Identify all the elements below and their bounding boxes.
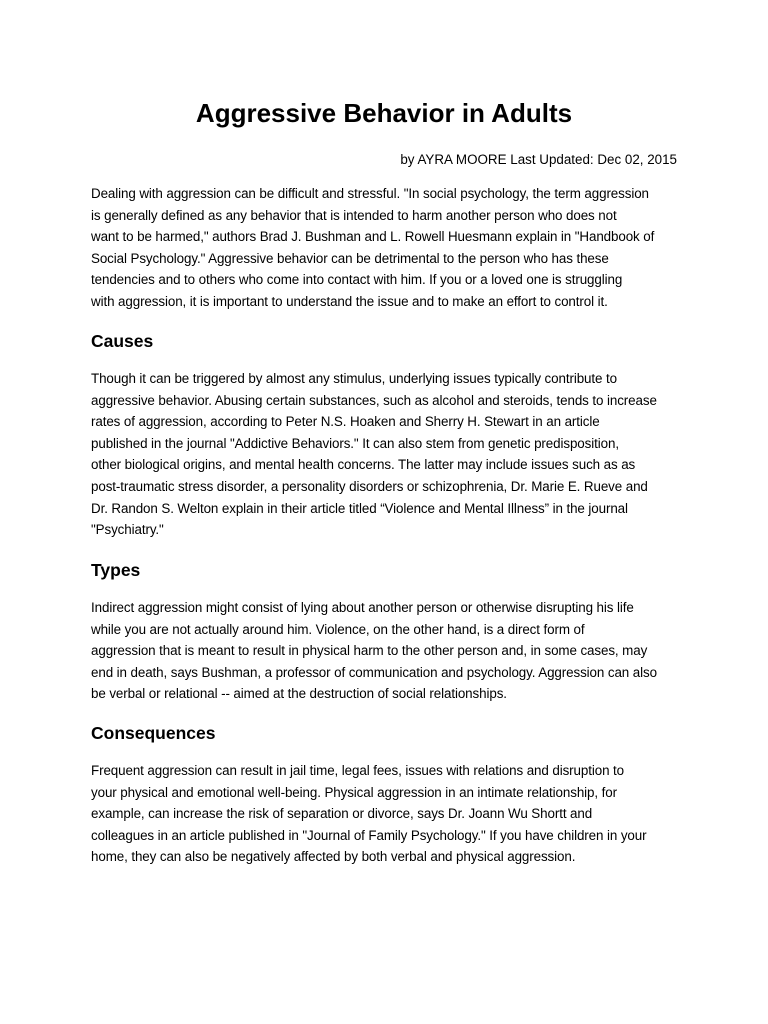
section-heading-types: Types [91,560,141,580]
paragraph-line: other biological origins, and mental health concerns. The latter may include issues such as as [91,457,636,473]
paragraph-line: colleagues in an article published in "Journal of Family Psychology." If you have children in your [91,827,647,843]
paragraph-line: with aggression, it is important to understand the issue and to make an effort to control it. [91,293,608,309]
intro-paragraph [91,183,681,313]
paragraph-line: aggressive behavior. Abusing certain substances, such as alcohol and steroids, tends to increase [91,392,657,408]
paragraph-line: be verbal or relational -- aimed at the destruction of social relationships. [91,686,507,702]
paragraph-line: rates of aggression, according to Peter N.S. Hoaken and Sherry H. Stewart in an article [91,414,600,430]
paragraph-line: Though it can be triggered by almost any stimulus, underlying issues typically contribute to [91,371,617,386]
paragraph-line: aggression that is meant to result in physical harm to the other person and, in some cases, may [91,643,648,659]
byline: by AYRA MOORE Last Updated: Dec 02, 2015 [400,152,677,167]
paragraph-line: example, can increase the risk of separation or divorce, says Dr. Joann Wu Shortt and [91,806,593,822]
paragraph-line: want to be harmed," authors Brad J. Bushman and L. Rowell Huesmann explain in "Handbook of [91,229,655,245]
paragraph-line: tendencies and to others who come into contact with him. If you or a loved one is struggling [91,272,623,288]
section-heading-causes: Causes [91,331,154,351]
paragraph-line: post-traumatic stress disorder, a personality disorders or schizophrenia, Dr. Marie E. Rueve and [91,478,648,494]
paragraph-line: is generally defined as any behavior that is intended to harm another person who does not [91,207,617,223]
types-paragraph [91,597,681,705]
paragraph-line: Dr. Randon S. Welton explain in their article titled “Violence and Mental Illness” in the journal [91,500,628,516]
paragraph-line: published in the journal "Addictive Behaviors." It can also stem from genetic predisposition, [91,435,619,451]
paragraph-line: home, they can also be negatively affected by both verbal and physical aggression. [91,849,576,865]
section-heading-consequences: Consequences [91,723,216,743]
paragraph-line: Indirect aggression might consist of lying about another person or otherwise disrupting his life [91,600,634,615]
paragraph-line: "Psychiatry." [91,522,164,538]
paragraph-line: Social Psychology." Aggressive behavior can be detrimental to the person who has these [91,250,609,266]
paragraph-line: your physical and emotional well-being. Physical aggression in an intimate relationship, for [91,784,617,800]
paragraph-line: while you are not actually around him. Violence, on the other hand, is a direct form of [91,621,585,637]
causes-paragraph [91,368,681,541]
page-title: Aggressive Behavior in Adults [195,98,573,128]
paragraph-line: Dealing with aggression can be difficult and stressful. "In social psychology, the term aggression [91,186,649,201]
consequences-paragraph [91,760,681,868]
paragraph-line: end in death, says Bushman, a professor of communication and psychology. Aggression can also [91,664,657,680]
paragraph-line: Frequent aggression can result in jail time, legal fees, issues with relations and disruption to [91,763,625,778]
